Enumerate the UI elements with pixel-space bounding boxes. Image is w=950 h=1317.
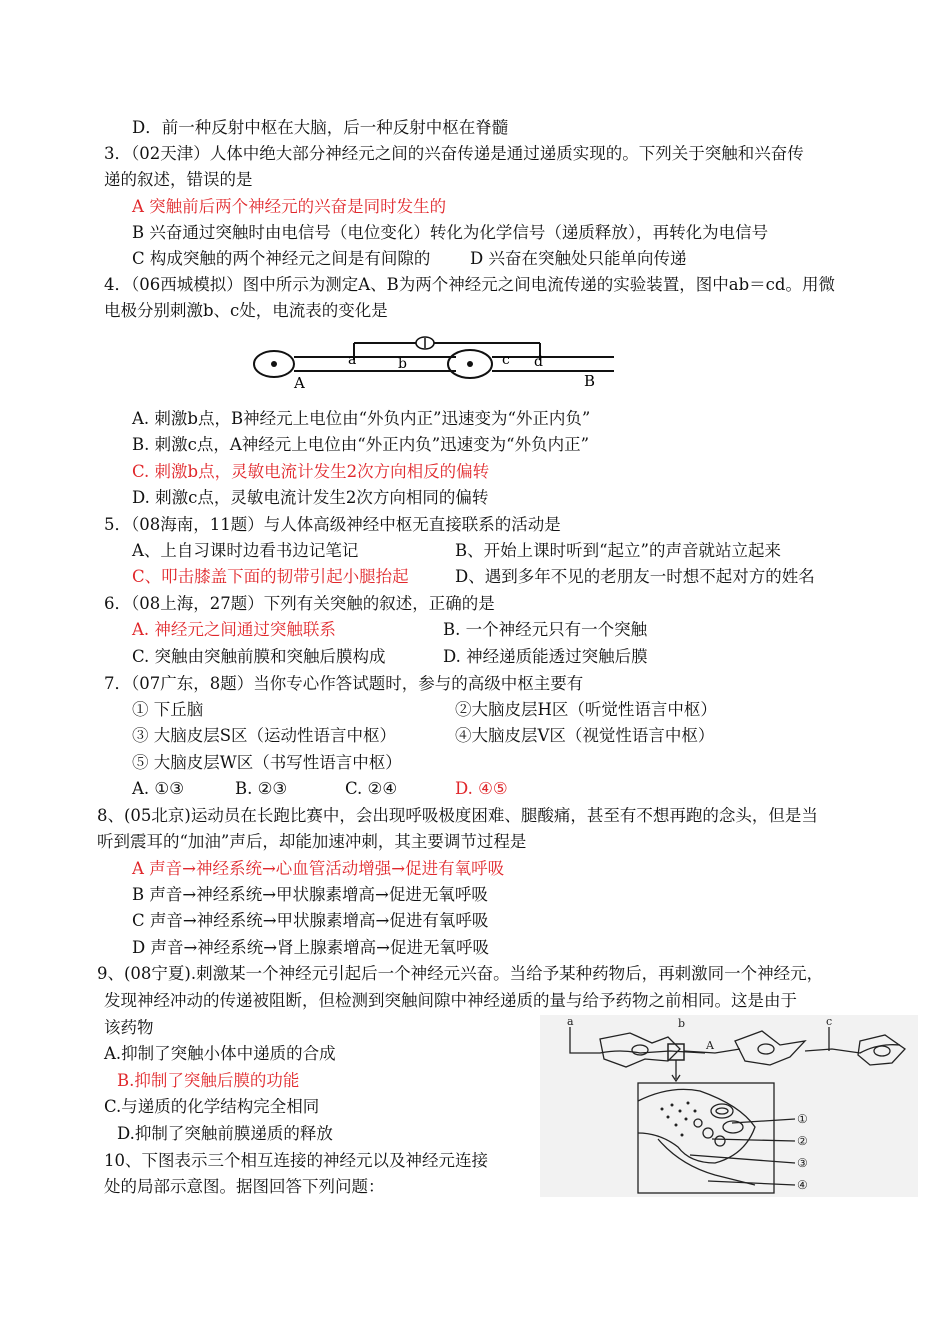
- q4-option-c-answer: C. 刺激b点，灵敏电流计发生2次方向相反的偏转: [132, 462, 490, 481]
- q9-stem-line3: 该药物: [104, 1018, 154, 1037]
- q8-option-c: C 声音→神经系统→甲状腺素增高→促进有氧呼吸: [132, 911, 489, 930]
- q5-option-b: B、开始上课时听到“起立”的声音就站立起来: [455, 541, 781, 560]
- q7-option-d-answer: D. ④⑤: [455, 779, 508, 798]
- q7-item-4: ④大脑皮层V区（视觉性语言中枢）: [455, 726, 715, 745]
- q7-option-c: C. ②④: [345, 779, 398, 798]
- q6-option-c: C. 突触由突触前膜和突触后膜构成: [132, 647, 386, 666]
- fig10-label-4: ④: [797, 1178, 808, 1192]
- fig4-label-d: d: [534, 354, 543, 370]
- fig10-label-3: ③: [797, 1156, 808, 1170]
- q3-option-b: B 兴奋通过突触时由电信号（电位变化）转化为化学信号（递质释放），再转化为电信号: [132, 223, 769, 242]
- fig10-label-A: A: [706, 1039, 714, 1052]
- fig4-label-neuron-b: B: [584, 372, 596, 390]
- q4-stem-line2: 电极分别刺激b、c处，电流表的变化是: [104, 301, 388, 320]
- q4-option-d: D. 刺激c点，灵敏电流计发生2次方向相同的偏转: [132, 488, 489, 507]
- q3-option-c: C 构成突触的两个神经元之间是有间隙的: [132, 249, 431, 268]
- q7-item-1: ① 下丘脑: [132, 700, 204, 719]
- q9-option-c: C.与递质的化学结构完全相同: [104, 1097, 320, 1116]
- q2-option-d: D．前一种反射中枢在大脑，后一种反射中枢在脊髓: [132, 118, 509, 137]
- fig10-label-1: ①: [797, 1112, 808, 1126]
- fig4-label-a: a: [348, 352, 357, 368]
- q7-option-b: B. ②③: [235, 779, 288, 798]
- q4-stem-line1: 4．（06西城模拟）图中所示为测定A、B为两个神经元之间电流传递的实验装置，图中ab＝cd。用微: [104, 275, 835, 294]
- q9-option-a: A.抑制了突触小体中递质的合成: [104, 1044, 336, 1063]
- q8-option-b: B 声音→神经系统→甲状腺素增高→促进无氧呼吸: [132, 885, 488, 904]
- q4-option-b: B. 刺激c点，A神经元上电位由“外正内负”迅速变为“外负内正”: [132, 435, 590, 454]
- q9-stem-line1: 9、(08宁夏).刺激某一个神经元引起后一个神经元兴奋。当给予某种药物后，再刺激同一个神经元，: [97, 964, 824, 983]
- q3-option-a-answer: A 突触前后两个神经元的兴奋是同时发生的: [132, 197, 447, 216]
- q6-option-b: B. 一个神经元只有一个突触: [443, 620, 648, 639]
- q7-stem: 7．（07广东，8题）当你专心作答试题时，参与的高级中枢主要有: [104, 674, 584, 693]
- q3-stem-line1: 3．（02天津）人体中绝大部分神经元之间的兴奋传递是通过递质实现的。下列关于突触和兴奋传: [104, 144, 804, 163]
- q6-stem: 6．（08上海，27题）下列有关突触的叙述，正确的是: [104, 594, 495, 613]
- q4-option-a: A. 刺激b点，B神经元上电位由“外负内正”迅速变为“外正内负”: [132, 409, 591, 428]
- q5-option-a: A、上自习课时边看书边记笔记: [132, 541, 359, 560]
- q5-option-c-answer: C、叩击膝盖下面的韧带引起小腿抬起: [132, 567, 409, 586]
- q9-option-b-answer: B.抑制了突触后膜的功能: [117, 1071, 300, 1090]
- q6-option-d: D. 神经递质能透过突触后膜: [443, 647, 648, 666]
- q9-option-d: D.抑制了突触前膜递质的释放: [117, 1124, 333, 1143]
- fig10-label-c: c: [826, 1015, 833, 1028]
- q7-item-3: ③ 大脑皮层S区（运动性语言中枢）: [132, 726, 397, 745]
- q7-item-2: ②大脑皮层H区（听觉性语言中枢）: [455, 700, 717, 719]
- q6-option-a-answer: A. 神经元之间通过突触联系: [132, 620, 336, 639]
- q8-option-a-answer: A 声音→神经系统→心血管活动增强→促进有氧呼吸: [132, 859, 505, 878]
- three-neuron-synapse-diagram: [540, 1015, 918, 1197]
- fig10-label-b: b: [678, 1017, 686, 1030]
- q3-option-d: D 兴奋在突触处只能单向传递: [470, 249, 687, 268]
- q5-option-d: D、遇到多年不见的老朋友一时想不起对方的姓名: [455, 567, 815, 586]
- q9-stem-line2: 发现神经冲动的传递被阻断，但检测到突触间隙中神经递质的量与给予药物之前相同。这是由于: [104, 991, 797, 1010]
- neuron-circuit-diagram: [250, 330, 630, 392]
- q10-stem-line2: 处的局部示意图。据图回答下列问题：: [104, 1177, 385, 1196]
- q3-stem-line2: 递的叙述，错误的是: [104, 170, 253, 189]
- fig4-label-c: c: [502, 352, 510, 368]
- fig4-label-neuron-a: A: [294, 374, 305, 392]
- fig10-label-a: a: [567, 1015, 574, 1028]
- q7-option-a: A. ①③: [132, 779, 184, 798]
- fig4-label-b: b: [398, 356, 407, 372]
- q7-item-5: ⑤ 大脑皮层W区（书写性语言中枢）: [132, 753, 402, 772]
- q5-stem: 5．（08海南，11题）与人体高级神经中枢无直接联系的活动是: [104, 515, 561, 534]
- fig10-label-2: ②: [797, 1134, 808, 1148]
- q8-stem-line1: 8、(05北京)运动员在长跑比赛中，会出现呼吸极度困难、腿酸痛，甚至有不想再跑的念头，但是当: [97, 806, 818, 825]
- q8-option-d: D 声音→神经系统→肾上腺素增高→促进无氧呼吸: [132, 938, 489, 957]
- q10-stem-line1: 10、下图表示三个相互连接的神经元以及神经元连接: [104, 1151, 488, 1170]
- q8-stem-line2: 听到震耳的“加油”声后，却能加速冲刺，其主要调节过程是: [97, 832, 527, 851]
